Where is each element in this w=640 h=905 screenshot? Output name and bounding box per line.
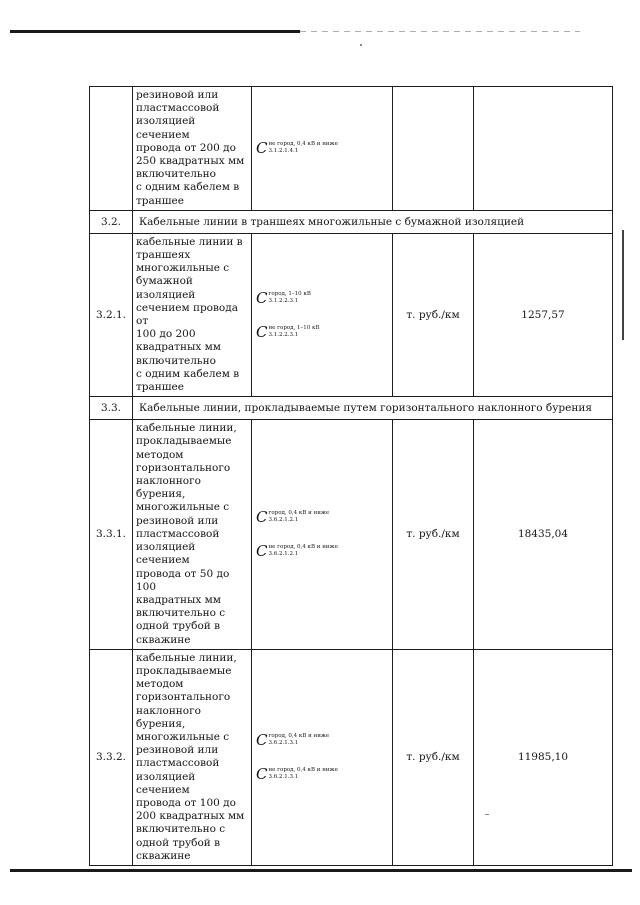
formula-subscript: 3.6.2.1.2.1 (268, 550, 299, 557)
formula-subscript: 3.6.2.1.3.1 (268, 739, 299, 746)
item-description: кабельные линии в траншеях многожильные с бумажной изоляцией сечением провода от 100 до 200 квадратных мм включительно с одним кабелем в траншее (133, 233, 252, 396)
rate-formula (256, 731, 388, 750)
item-value: 11985,10 (474, 649, 613, 865)
formula-superscript: город, 1–10 кВ (268, 291, 311, 298)
formula-subscript: 3.1.2.2.3.1 (268, 331, 299, 338)
rate-formula-cell (252, 420, 393, 649)
formula-subscript: 3.1.2.2.3.1 (268, 297, 299, 304)
item-unit: т. руб./км (393, 420, 474, 649)
rate-formula (256, 542, 388, 561)
formula-symbol: C (256, 289, 268, 308)
table-row (90, 87, 613, 211)
rate-formula (256, 289, 388, 308)
formula-superscript: не город, 0,4 кВ и ниже (268, 544, 338, 551)
item-description: резиновой или пластмассовой изоляцией сечением провода от 200 до 250 квадратных мм включительно с одним кабелем в траншее (133, 87, 252, 211)
formula-symbol: C (256, 765, 268, 784)
table-row (90, 233, 613, 396)
formula-subscript: 3.1.2.1.4.1 (268, 147, 299, 154)
scan-edge-bottom (10, 869, 632, 872)
rate-formula (256, 765, 388, 784)
section-title: Кабельные линии в траншеях многожильные с бумажной изоляцией (133, 210, 613, 233)
section-row (90, 210, 613, 233)
formula-subscript: 3.6.2.1.3.1 (268, 773, 299, 780)
item-value: 18435,04 (474, 420, 613, 649)
item-number: 3.3.1. (90, 420, 133, 649)
formula-symbol: C (256, 139, 268, 158)
rate-formula (256, 508, 388, 527)
tariff-table (89, 86, 613, 866)
formula-superscript: город, 0,4 кВ и ниже (268, 510, 330, 517)
formula-superscript: не город, 1–10 кВ (268, 325, 320, 332)
scan-speck (360, 44, 362, 46)
item-description: кабельные линии, прокладываемые методом горизонтального наклонного бурения, многожильные с резиновой или пластмассовой изоляцией сечением провода от 100 до 200 квадратных мм включительно с одной трубой в скважине (133, 649, 252, 865)
table-row (90, 649, 613, 865)
formula-symbol: C (256, 508, 268, 527)
section-number: 3.3. (90, 397, 133, 420)
formula-subscript: 3.6.2.1.2.1 (268, 516, 299, 523)
rate-formula-cell (252, 233, 393, 396)
item-description: кабельные линии, прокладываемые методом горизонтального наклонного бурения, многожильные с резиновой или пластмассовой изоляцией сечением провода от 50 до 100 квадратных мм включительно с одной трубой в скважине (133, 420, 252, 649)
item-unit: т. руб./км (393, 233, 474, 396)
section-number: 3.2. (90, 210, 133, 233)
scan-edge-right (622, 230, 624, 340)
formula-superscript: не город, 0,4 кВ и ниже (268, 767, 338, 774)
item-unit (393, 87, 474, 211)
formula-symbol: C (256, 542, 268, 561)
item-value (474, 87, 613, 211)
item-number: 3.3.2. (90, 649, 133, 865)
item-value: 1257,57 (474, 233, 613, 396)
table-row (90, 420, 613, 649)
item-number: 3.2.1. (90, 233, 133, 396)
formula-symbol: C (256, 323, 268, 342)
section-title: Кабельные линии, прокладываемые путем горизонтального наклонного бурения (133, 397, 613, 420)
item-unit: т. руб./км (393, 649, 474, 865)
item-number (90, 87, 133, 211)
rate-formula-cell (252, 87, 393, 211)
formula-superscript: город, 0,4 кВ и ниже (268, 733, 330, 740)
formula-superscript: не город, 0,4 кВ и ниже (268, 141, 338, 148)
rate-formula-cell (252, 649, 393, 865)
rate-formula (256, 323, 388, 342)
section-row (90, 397, 613, 420)
scan-edge-top (10, 30, 300, 33)
scan-edge-top-faint (300, 31, 580, 32)
rate-formula (256, 139, 388, 158)
formula-symbol: C (256, 731, 268, 750)
